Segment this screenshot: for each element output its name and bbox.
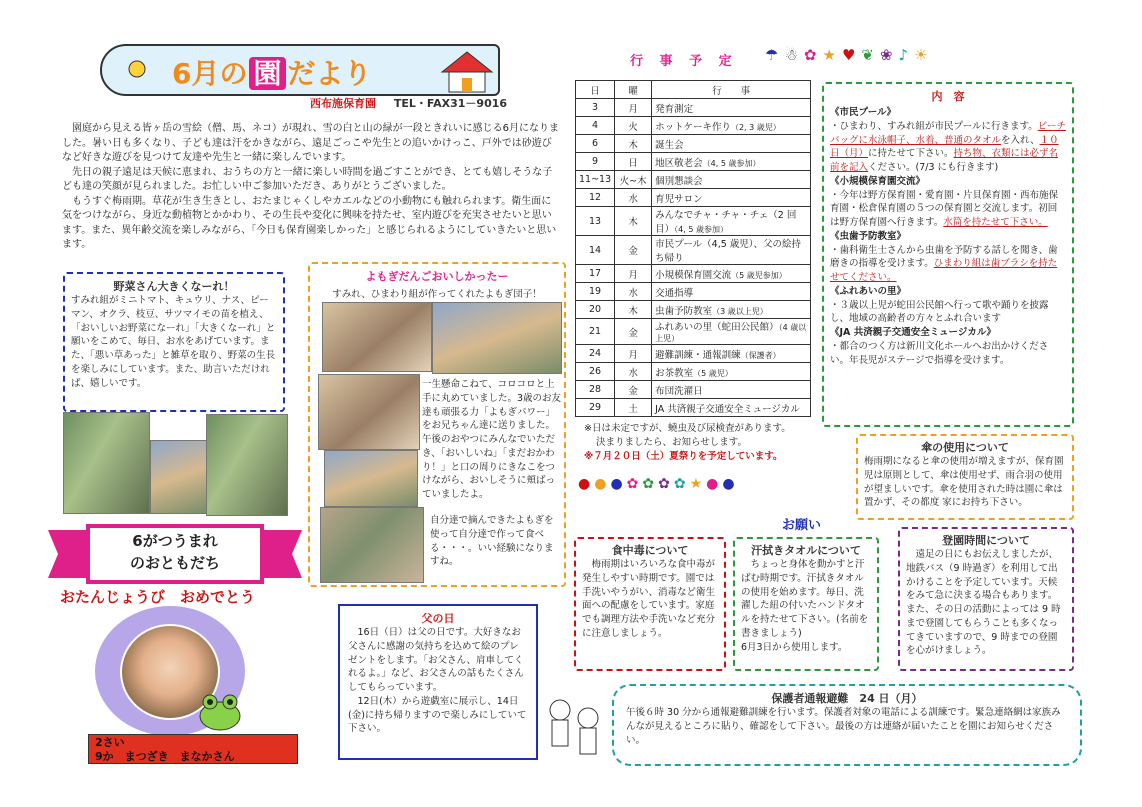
title-text: 6月の 園 だより: [172, 57, 372, 90]
title-banner: [100, 44, 500, 96]
yomogi-photo-3: [318, 374, 420, 450]
schedule-day: 12: [576, 189, 615, 207]
flower-icon: ✿: [673, 476, 690, 492]
schedule-table-wrap: [575, 80, 811, 417]
birthday-banner-text: 6がつうまれ のおともだち: [129, 532, 220, 572]
evacuation-drill-title: 保護者通報避難 24 日（月）: [771, 692, 923, 705]
fathers-day-body: 16日（日）は父の日です。大好きなお父さんに感謝の気持ちを込めて絵のプレゼントをします。「お父さん、肩車してくれるよ。」など、お父さんの話もたくさんしてもらっています。: [348, 627, 524, 694]
schedule-event: 小規模保育園交流（5 歳児参加）: [652, 265, 811, 283]
schedule-row: [576, 399, 811, 417]
schedule-day: 11~13: [576, 171, 615, 189]
schedule-day: 9: [576, 153, 615, 171]
star-icon: ★: [822, 46, 842, 64]
schedule-row: [576, 345, 811, 363]
sun-icon: ☀: [914, 46, 934, 64]
schedule-row: [576, 283, 811, 301]
umbrella-icon: ☂: [765, 46, 785, 64]
schedule-event: 虫歯予防教室（3 歳以上児）: [652, 301, 811, 319]
schedule-event: 誕生会: [652, 135, 811, 153]
schedule-day: 19: [576, 283, 615, 301]
flower-icon: ✿: [626, 476, 643, 492]
schedule-weekday: 日: [615, 153, 652, 171]
yomogi-photo-2: [432, 302, 562, 374]
schedule-weekday: 金: [615, 381, 652, 399]
requests-heading: お願い: [782, 518, 822, 533]
schedule-weekday: 金: [615, 319, 652, 345]
schedule-event-note: （5 歳児参加）: [731, 270, 787, 280]
evacuation-drill-body: 午後６時 30 分から通報避難訓練を行います。保護者対象の電話による訓練です。緊急連絡網は家族みんなが見えるところに貼り、確認をして下さい。最後の方は連絡が届いたことを園にお知らせください。: [626, 707, 1061, 746]
note-icon: ♪: [898, 46, 915, 64]
schedule-day: 14: [576, 236, 615, 265]
vegetable-photo-1: [63, 412, 150, 514]
schedule-event-note: （4, 5 歳参加）: [674, 225, 728, 234]
schedule-note: ※日は未定ですが、蟯虫及び尿検査があります。: [584, 423, 791, 434]
schedule-event-note: （3 歳以上児）: [712, 306, 768, 316]
schedule-day: 20: [576, 301, 615, 319]
birthday-banner: [48, 524, 302, 584]
schedule-weekday: 金: [615, 236, 652, 265]
header-contact: 西布施保育園 TEL・FAX31－9016: [310, 97, 508, 110]
schedule-day: 3: [576, 99, 615, 117]
schedule-row: [576, 171, 811, 189]
star-icon: ★: [689, 476, 707, 492]
intro-paragraph: 園庭から見える皆ヶ岳の雪絵（僧、馬、ネコ）が現れ、雪の白と山の緑が一段ときれいに感じる6月になりました。暑い日も多くなり、子ども達は汗をかきながら、遠足ごっこや先生との追いかけっこ、戸外では砂遊びなど好きな遊びを見つけて友達や先生と一緒に楽しんでいます。: [62, 123, 559, 163]
details-item-musical: 《JA 共済親子交通安全ミュージカル》 ・都合のつく方は新川文化ホールへお出かけください。年長児がステージで指導を受けます。: [830, 327, 1049, 366]
details-item-exchange: 《小規模保育園交流》 ・今年は野方保育園・愛育園・片貝保育園・西布施保育園・松倉保育園の５つの保育園と交流します。初回は野方保育園へ行きます。水筒を持たせて下さい。: [830, 175, 1059, 229]
schedule-row: [576, 236, 811, 265]
towel-box: [733, 537, 879, 671]
intro-paragraph: 先日の親子遠足は天候に恵まれ、おうちの方と一緒に楽しい時間を過ごすことができ、とても嬉しそうな子ども達の笑顔が見られました。お忙しい中ご参加いただき、ありがとうございました。: [62, 166, 553, 192]
yomogi-photo-4: [324, 450, 418, 507]
food-poisoning-box: [574, 537, 726, 671]
header-event: 行 事: [652, 81, 811, 99]
details-item-pool: 《市民プール》 ・ひまわり、すみれ組が市民プールに行きます。ビーチバッグに水泳帽子、水着、普通のタオルを入れ、１０日（月）に持たせて下さい。持ち物、衣類には必ず名前を記入ください。(7/3 にも行きます): [830, 107, 1066, 174]
schedule-day: 17: [576, 265, 615, 283]
arrival-time-box: [898, 527, 1074, 671]
schedule-row: [576, 189, 811, 207]
umbrella-body: 梅雨期になると傘の使用が増えますが、保育園児は原則として、傘は使用せず、雨合羽の使用が望ましいです。傘を使用された時は園に傘は置かず、その都度 家にお持ち下さい。: [864, 456, 1064, 509]
schedule-event: 避難訓練・通報訓練（保護者）: [652, 345, 811, 363]
schedule-row: [576, 99, 811, 117]
details-item-fureai: 《ふれあいの里》 ・３歳以上児が蛇田公民館へ行って歌や踊りを披露し、地域の高齢者の方々とふれ合います: [830, 285, 1049, 325]
schedule-event: 交通指導: [652, 283, 811, 301]
intro-paragraph: もうすぐ梅雨期。草花が生き生きとし、おたまじゃくしやカエルなどの小動物にも触れられます。衛生面に気をつけながら、身近な動植物とかかわり、その生長や変化に興味を持たせ、室内遊びを充実させたいと思います。また、異年齢交流を楽しみながら、「今日も保育園楽しかった」と感じられるようにしていきたいと思います。: [62, 195, 557, 250]
schedule-event-note: （2, 3 歳児）: [730, 122, 781, 132]
intro-text: [62, 122, 560, 262]
towel-start-date: 6月3日から使用します。: [741, 641, 848, 653]
snowman-icon: ☃: [784, 46, 804, 64]
vegetable-body: すみれ組がミニトマト、キュウリ、ナス、ピーマン、オクラ、枝豆、サツマイモの苗を植え、「おいしいお野菜になーれ」「大きくなーれ」と願いをこめて、毎日、お水をあげています。また、「悪い草あった」と雑草を取り、野菜の生長を楽しみにしています。また、助言いただければ、嬉しいです。: [71, 295, 276, 389]
yomogi-photo-5: [320, 507, 424, 583]
schedule-weekday: 月: [615, 345, 652, 363]
schedule-table: [575, 80, 811, 417]
birthday-greeting: おたんじょうび おめでとう: [60, 588, 256, 606]
schedule-row: [576, 135, 811, 153]
schedule-weekday: 水: [615, 189, 652, 207]
header-weekday: 曜: [615, 81, 652, 99]
schedule-event: ふれあいの里（蛇田公民館）（4 歳以上児）: [652, 319, 811, 345]
balloon-icon: ●: [722, 476, 739, 492]
birthday-name-box: [88, 734, 298, 764]
flower-icon: ✿: [642, 476, 659, 492]
yomogi-title: よもぎだんごおいしかったー: [365, 270, 509, 283]
yomogi-subtitle: すみれ、ひまわり組が作ってくれたよもぎ団子！: [332, 289, 542, 300]
schedule-row: [576, 319, 811, 345]
schedule-notes: [584, 422, 844, 463]
schedule-heading: 行 事 予 定: [630, 54, 738, 69]
schedule-weekday: 木: [615, 207, 652, 236]
schedule-day: 6: [576, 135, 615, 153]
vegetable-photo-2: [150, 440, 207, 514]
schedule-event: JA 共済親子交通安全ミュージカル: [652, 399, 811, 417]
fathers-day-box: [338, 604, 538, 760]
decor-row: [578, 476, 838, 496]
title-mark: 園: [249, 57, 285, 90]
schedule-weekday: 火: [615, 117, 652, 135]
house-icon: [437, 48, 497, 94]
birthday-age: 2さい: [95, 736, 125, 749]
schedule-day: 26: [576, 363, 615, 381]
frog-icon: [195, 688, 245, 732]
schedule-event: 発育測定: [652, 99, 811, 117]
schedule-day: 29: [576, 399, 615, 417]
details-title: 内 容: [931, 90, 965, 103]
umbrella-title: 傘の使用について: [921, 441, 1009, 454]
arrival-time-title: 登園時間について: [942, 534, 1030, 547]
schedule-event: 市民プール（4,5 歳児）、父の絵持ち帰り: [652, 236, 811, 265]
schedule-weekday: 水: [615, 283, 652, 301]
towel-title: 汗拭きタオルについて: [751, 544, 861, 557]
decor-icons: [765, 46, 1095, 68]
yomogi-body-2: 自分達で摘んできたよもぎを使って自分達で作って食べる・・・。いい経験になりますね。: [430, 515, 554, 568]
schedule-weekday: 月: [615, 99, 652, 117]
vegetable-box: [63, 272, 285, 412]
schedule-row: [576, 117, 811, 135]
schedule-day: 21: [576, 319, 615, 345]
fathers-day-body-2: 12日(木）から遊戯室に展示し、14日(金)に持ち帰りますので楽しみにしていて下さい。: [348, 695, 527, 735]
umbrella-box: [856, 434, 1074, 520]
schedule-event: 育児サロン: [652, 189, 811, 207]
fathers-day-title: 父の日: [421, 612, 455, 625]
schedule-weekday: 月: [615, 265, 652, 283]
sun-icon: [122, 54, 152, 84]
flower-icon: ❀: [879, 46, 899, 64]
schedule-row: [576, 207, 811, 236]
schedule-event-note: （4 歳以上児）: [655, 323, 807, 343]
schedule-weekday: 水: [615, 363, 652, 381]
children-icon: [542, 696, 608, 766]
details-item-dental: 《虫歯予防教室》 ・歯科衛生士さんから虫歯を予防する話しを聞き、歯磨きの指導を受けます。ひまわり組は歯ブラシを持たせてください。: [830, 230, 1058, 284]
food-poisoning-title: 食中毒について: [611, 544, 689, 557]
yomogi-photo-1: [322, 302, 432, 372]
flower-icon: ✿: [803, 46, 823, 64]
food-poisoning-body: 梅雨期はいろいろな食中毒が発生しやすい時期です。園では手洗いやうがい、消毒など衛生面への配慮をしています。家庭でも調理方法や手洗いなど充分に注意しましょう。: [582, 559, 716, 639]
schedule-event-note: （4, 5 歳参加）: [702, 158, 761, 168]
balloon-icon: ●: [610, 476, 627, 492]
schedule-weekday: 木: [615, 135, 652, 153]
heart-icon: ♥: [841, 46, 862, 64]
schedule-event-note: （5 歳児）: [693, 368, 733, 378]
schedule-header-row: [576, 81, 811, 99]
vegetable-photo-3: [206, 414, 288, 516]
schedule-row: [576, 153, 811, 171]
schedule-event: みんなでチャ・チャ・チェ（2 回目）（4, 5 歳参加）: [652, 207, 811, 236]
schedule-row: [576, 265, 811, 283]
schedule-day: 13: [576, 207, 615, 236]
flower-icon: ✿: [658, 476, 674, 492]
balloon-icon: ●: [706, 476, 723, 492]
schedule-row: [576, 363, 811, 381]
schedule-note: 決まりましたら、お知らせします。: [596, 436, 747, 448]
schedule-weekday: 木: [615, 301, 652, 319]
schedule-weekday: 火~木: [615, 171, 652, 189]
balloon-icon: ●: [594, 476, 611, 492]
leaf-icon: ❦: [861, 46, 880, 64]
schedule-row: [576, 381, 811, 399]
schedule-event: 地区敬老会（4, 5 歳参加）: [652, 153, 811, 171]
schedule-day: 4: [576, 117, 615, 135]
schedule-day: 24: [576, 345, 615, 363]
evacuation-drill-box: [612, 684, 1082, 766]
vegetable-title: 野菜さん大きくなーれ！: [113, 280, 235, 293]
schedule-event: ホットケーキ作り（2, 3 歳児）: [652, 117, 811, 135]
schedule-event-note: （保護者）: [740, 350, 781, 360]
arrival-time-body: 遠足の日にもお伝えしましたが、地鉄バス（9 時過ぎ）を利用して出かけることを予定しています。天候をみて急に決まる場合もあります。また、その日の活動によっては 9 時まで登園してもらうことも多くなってきていますので、9 時までの登園を心がけましょう。: [906, 549, 1061, 657]
schedule-event: お茶教室（5 歳児）: [652, 363, 811, 381]
balloon-icon: ●: [578, 476, 595, 492]
schedule-weekday: 土: [615, 399, 652, 417]
yomogi-body: 一生懸命こねて、コロコロと上手に丸めていました。3歳のお友達も頑張る力「よもぎパワー」をお兄ちゃん達に送りました。午後のおやつにみんなでいただき、「おいしいね」「まだおかわり！」と口の周りにきなこをつけながら、おいしそうに頬ばっていましたよ。: [422, 379, 562, 501]
schedule-event: 布団洗濯日: [652, 381, 811, 399]
header-day: 日: [576, 81, 615, 99]
birthday-child-name: 9か まつざき まなかさん: [95, 750, 235, 763]
schedule-note-festival: ※７月２０日（土）夏祭りを予定しています。: [584, 450, 783, 462]
schedule-row: [576, 301, 811, 319]
schedule-event: 個別懇談会: [652, 171, 811, 189]
schedule-day: 28: [576, 381, 615, 399]
details-box: [822, 82, 1074, 427]
towel-body: ちょっと身体を動かすと汗ばむ時期です。汗拭きタオルの使用を始めます。毎日、洗濯した紐の付いたハンドタオルを持たせて下さい。(名前を書きましょう): [741, 559, 869, 639]
